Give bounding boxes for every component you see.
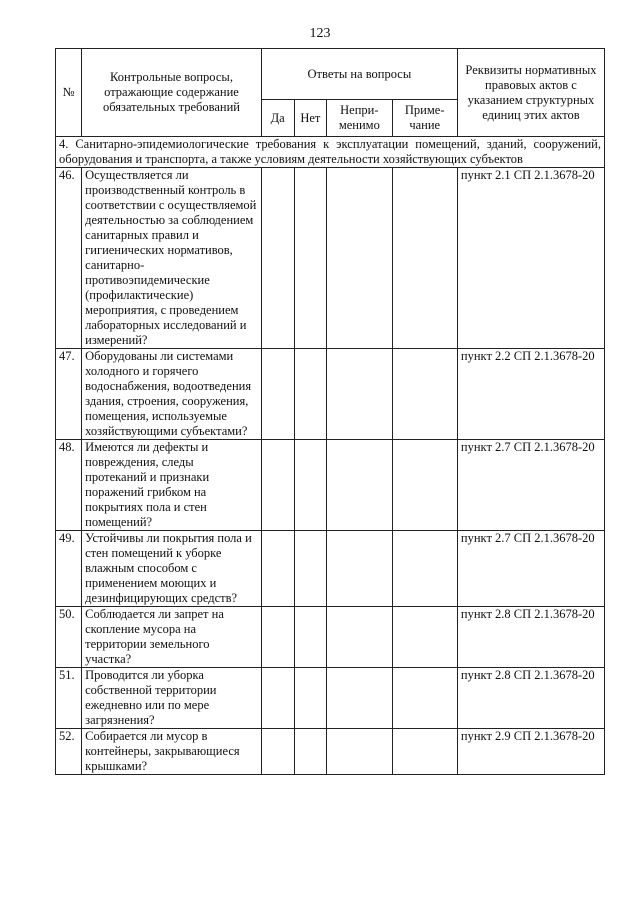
row-number: 49.: [56, 531, 82, 607]
row-reference: пункт 2.9 СП 2.1.3678-20: [457, 729, 604, 775]
row-reference: пункт 2.1 СП 2.1.3678-20: [457, 168, 604, 349]
page-number: 123: [309, 26, 331, 41]
header-no: Нет: [294, 100, 327, 137]
table-row: [56, 607, 605, 668]
table-row: [56, 668, 605, 729]
answer-yes-cell[interactable]: [261, 668, 294, 729]
row-question: Устойчивы ли покрытия пола и стен помещений к уборке влажным способом с применением моющих и дезинфицирующих средств?: [82, 531, 262, 607]
answer-no-cell[interactable]: [294, 729, 327, 775]
answer-not-applicable-cell[interactable]: [327, 349, 392, 440]
row-reference: пункт 2.8 СП 2.1.3678-20: [457, 607, 604, 668]
table-row: [56, 729, 605, 775]
row-question: Соблюдается ли запрет на скопление мусора на территории земельного участка?: [82, 607, 262, 668]
row-question: Проводится ли уборка собственной территории ежедневно или по мере загрязнения?: [82, 668, 262, 729]
answer-no-cell[interactable]: [294, 349, 327, 440]
row-question: Собирается ли мусор в контейнеры, закрывающиеся крышками?: [82, 729, 262, 775]
answer-not-applicable-cell[interactable]: [327, 440, 392, 531]
header-num: №: [56, 49, 82, 137]
row-number: 52.: [56, 729, 82, 775]
answer-yes-cell[interactable]: [261, 440, 294, 531]
row-reference: пункт 2.7 СП 2.1.3678-20: [457, 440, 604, 531]
header-note: Приме-чание: [392, 100, 457, 137]
answer-no-cell[interactable]: [294, 440, 327, 531]
row-number: 47.: [56, 349, 82, 440]
header-not-applicable: Непри-менимо: [327, 100, 392, 137]
answer-yes-cell[interactable]: [261, 168, 294, 349]
row-reference: пункт 2.7 СП 2.1.3678-20: [457, 531, 604, 607]
answer-not-applicable-cell[interactable]: [327, 168, 392, 349]
answer-note-cell[interactable]: [392, 668, 457, 729]
row-reference: пункт 2.2 СП 2.1.3678-20: [457, 349, 604, 440]
header-question: Контрольные вопросы, отражающие содержание обязательных требований: [82, 49, 262, 137]
row-number: 51.: [56, 668, 82, 729]
row-number: 46.: [56, 168, 82, 349]
table-row: [56, 440, 605, 531]
table-row: [56, 349, 605, 440]
answer-yes-cell[interactable]: [261, 531, 294, 607]
header-yes: Да: [261, 100, 294, 137]
answer-no-cell[interactable]: [294, 607, 327, 668]
answer-note-cell[interactable]: [392, 729, 457, 775]
answer-note-cell[interactable]: [392, 440, 457, 531]
answer-no-cell[interactable]: [294, 668, 327, 729]
row-question: Осуществляется ли производственный контроль в соответствии с осуществляемой деятельностью за соблюдением санитарных правил и гигиенических нормативов, санитарно-противоэпидемические (профилактические) мероприятия, с проведением лабораторных исследований и измерений?: [82, 168, 262, 349]
table-row: [56, 168, 605, 349]
section-title: 4. Санитарно-эпидемиологические требования к эксплуатации помещений, зданий, сооружений, оборудования и транспорта, а также условиям деятельности хозяйствующих субъектов: [56, 137, 605, 168]
row-number: 50.: [56, 607, 82, 668]
answer-yes-cell[interactable]: [261, 349, 294, 440]
answer-no-cell[interactable]: [294, 531, 327, 607]
answer-note-cell[interactable]: [392, 349, 457, 440]
answer-not-applicable-cell[interactable]: [327, 668, 392, 729]
header-answers: Ответы на вопросы: [261, 49, 457, 100]
answer-note-cell[interactable]: [392, 168, 457, 349]
row-question: Имеются ли дефекты и повреждения, следы протеканий и признаки поражений грибком на покрытиях пола и стен помещений?: [82, 440, 262, 531]
table-row: [56, 531, 605, 607]
row-reference: пункт 2.8 СП 2.1.3678-20: [457, 668, 604, 729]
answer-note-cell[interactable]: [392, 531, 457, 607]
answer-yes-cell[interactable]: [261, 607, 294, 668]
answer-not-applicable-cell[interactable]: [327, 531, 392, 607]
row-question: Оборудованы ли системами холодного и горячего водоснабжения, водоотведения здания, строения, сооружения, помещения, используемые хозяйствующими субъектами?: [82, 349, 262, 440]
row-number: 48.: [56, 440, 82, 531]
answer-not-applicable-cell[interactable]: [327, 607, 392, 668]
answer-yes-cell[interactable]: [261, 729, 294, 775]
answer-note-cell[interactable]: [392, 607, 457, 668]
answer-no-cell[interactable]: [294, 168, 327, 349]
header-requisites: Реквизиты нормативных правовых актов с указанием структурных единиц этих актов: [457, 49, 604, 137]
answer-not-applicable-cell[interactable]: [327, 729, 392, 775]
checklist-table: [55, 48, 605, 775]
